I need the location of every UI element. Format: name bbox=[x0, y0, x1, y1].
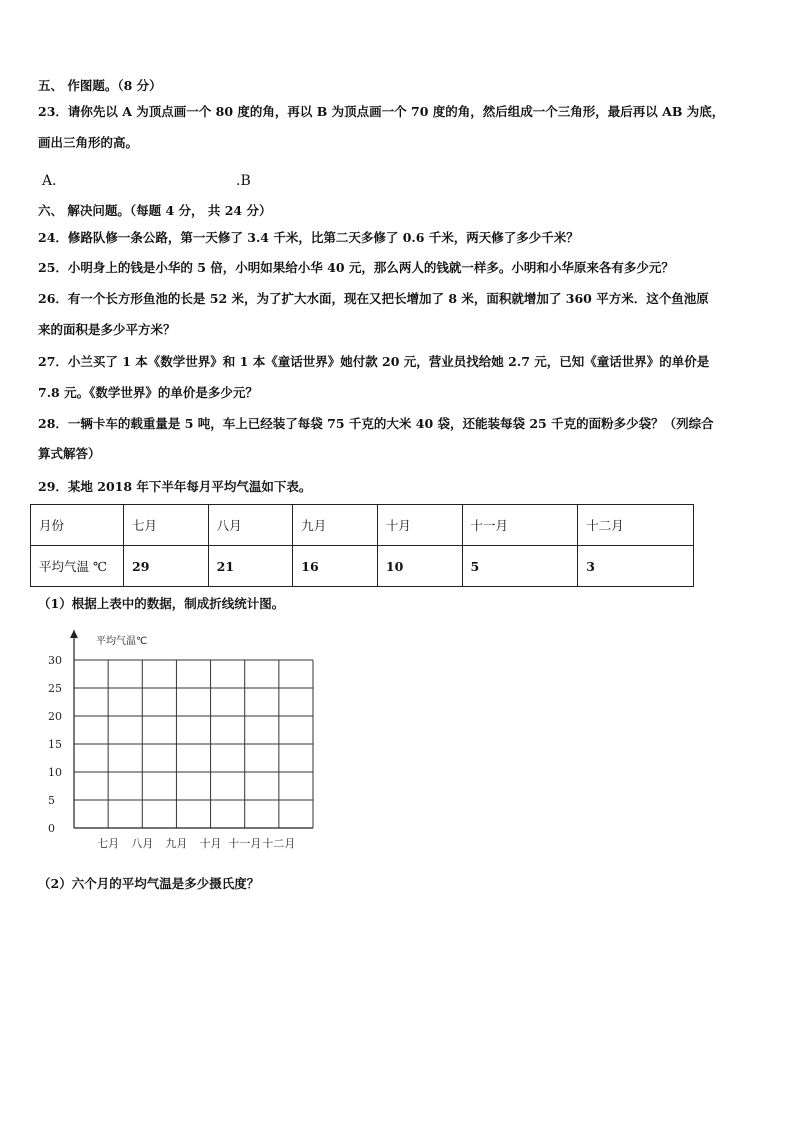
y-tick-label: 0 bbox=[48, 822, 55, 835]
x-tick-labels bbox=[97, 836, 295, 850]
x-tick-label: 十一月 bbox=[228, 837, 262, 850]
table-cell-month: 七月 bbox=[124, 505, 209, 546]
x-tick-label: 八月 bbox=[131, 837, 154, 850]
x-tick-label: 十二月 bbox=[262, 837, 296, 850]
question-24: 24．修路队修一条公路，第一天修了 3.4 千米，比第二天多修了 0.6 千米，两天修了多少千米？ bbox=[38, 230, 579, 245]
table-cell-month: 十二月 bbox=[578, 505, 694, 546]
point-a-label: A． bbox=[42, 173, 67, 189]
point-b-label: .B bbox=[236, 173, 251, 189]
question-26-line2: 来的面积是多少平方米？ bbox=[38, 322, 176, 337]
x-tick-label: 九月 bbox=[165, 837, 188, 850]
question-27-line2: 7.8 元。《数学世界》的单价是多少元？ bbox=[38, 385, 258, 400]
question-23-line2: 画出三角形的高。 bbox=[38, 135, 139, 150]
table-cell-month: 九月 bbox=[293, 505, 378, 546]
table-cell-temp: 29 bbox=[124, 546, 209, 587]
table-cell-month: 十一月 bbox=[462, 505, 578, 546]
y-tick-label: 25 bbox=[48, 682, 62, 695]
table-cell-month: 八月 bbox=[208, 505, 293, 546]
y-axis-title: 平均气温℃ bbox=[96, 636, 148, 647]
question-23-line1: 23．请你先以 A 为顶点画一个 80 度的角，再以 B 为顶点画一个 70 度的角，然后组成一个三角形，最后再以 AB 为底， bbox=[38, 104, 725, 119]
y-tick-labels bbox=[48, 654, 62, 835]
question-26-line1: 26．有一个长方形鱼池的长是 52 米，为了扩大水面，现在又把长增加了 8 米，面积就增加了 360 平方米．这个鱼池原 bbox=[38, 291, 709, 306]
table-cell-temp: 21 bbox=[208, 546, 293, 587]
question-28-line2: 算式解答） bbox=[38, 446, 101, 461]
y-tick-label: 5 bbox=[48, 794, 55, 807]
table-cell-temp: 10 bbox=[377, 546, 462, 587]
question-29-part1: （1）根据上表中的数据，制成折线统计图。 bbox=[38, 596, 285, 611]
question-27-line1: 27．小兰买了 1 本《数学世界》和 1 本《童话世界》她付款 20 元，营业员找给她 2.7 元，已知《童话世界》的单价是 bbox=[38, 354, 710, 369]
section-6-heading: 六、 解决问题。（每题 4 分， 共 24 分） bbox=[38, 203, 272, 218]
question-29-intro: 29．某地 2018 年下半年每月平均气温如下表。 bbox=[38, 479, 312, 494]
question-28-line1: 28．一辆卡车的载重量是 5 吨，车上已经装了每袋 75 千克的大米 40 袋，还能装每袋 25 千克的面粉多少袋？（列综合 bbox=[38, 416, 714, 431]
chart-grid bbox=[74, 660, 313, 828]
y-tick-label: 20 bbox=[48, 710, 62, 723]
y-tick-label: 15 bbox=[48, 738, 62, 751]
x-tick-label: 十月 bbox=[199, 837, 222, 850]
table-cell-temp: 5 bbox=[462, 546, 578, 587]
table-cell-month: 十月 bbox=[377, 505, 462, 546]
table-cell-temp: 3 bbox=[578, 546, 694, 587]
section-5-heading: 五、 作图题。（8 分） bbox=[38, 78, 162, 93]
question-25: 25．小明身上的钱是小华的 5 倍，小明如果给小华 40 元，那么两人的钱就一样多。小明和小华原来各有多少元？ bbox=[38, 260, 674, 275]
table-header-month: 月份 bbox=[31, 505, 124, 546]
y-axis-arrow-icon bbox=[70, 630, 78, 638]
y-tick-label: 30 bbox=[48, 654, 62, 667]
y-tick-label: 10 bbox=[48, 766, 62, 779]
table-header-temp: 平均气温 ℃ bbox=[31, 546, 124, 587]
question-29-part2: （2）六个月的平均气温是多少摄氏度？ bbox=[38, 876, 260, 891]
table-cell-temp: 16 bbox=[293, 546, 378, 587]
x-tick-label: 七月 bbox=[97, 837, 120, 850]
